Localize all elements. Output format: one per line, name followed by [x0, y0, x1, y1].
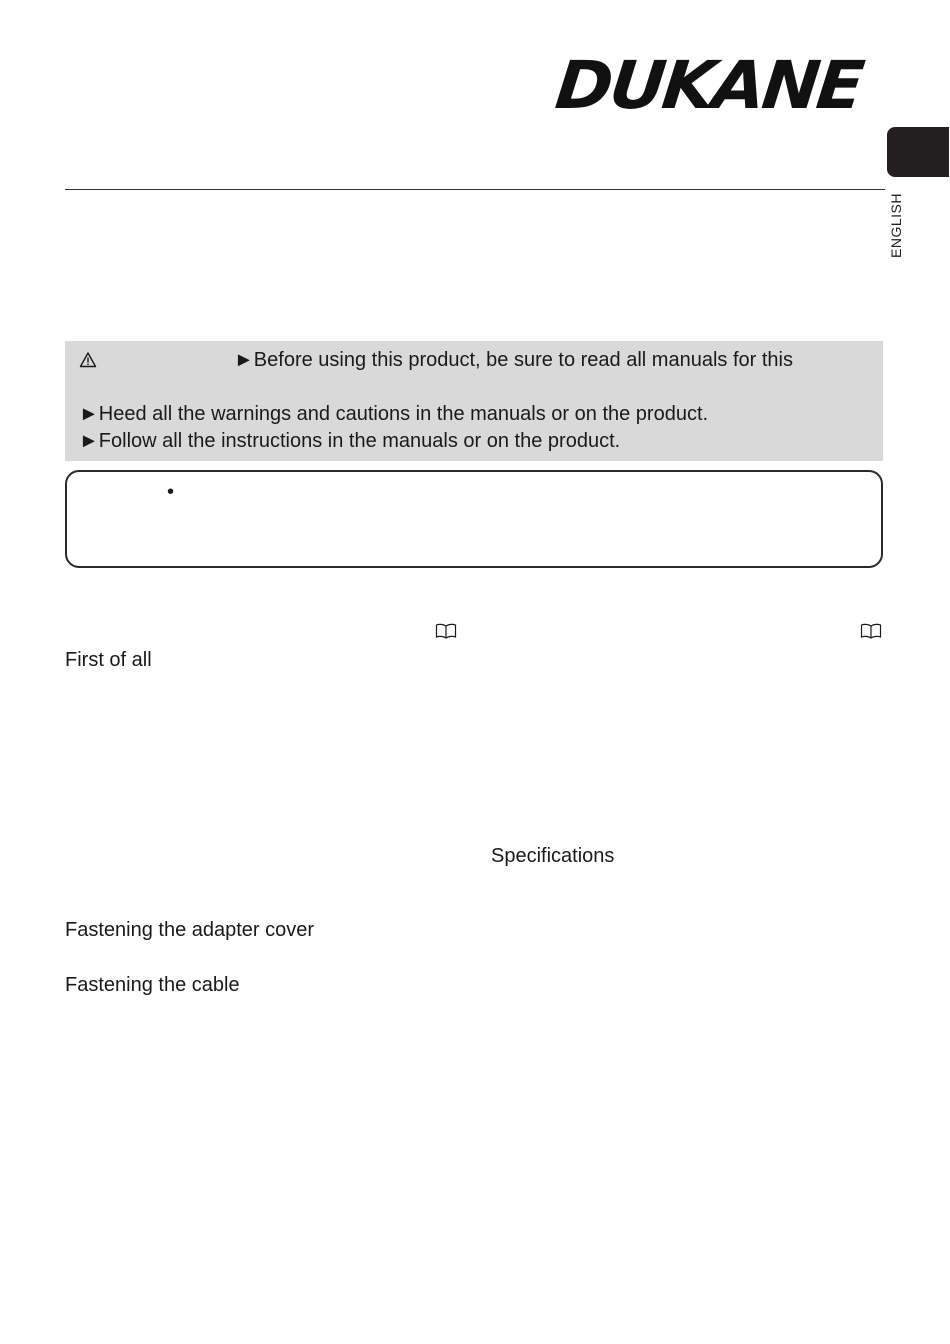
heading-fastening-adapter-cover: Fastening the adapter cover	[65, 919, 315, 941]
book-icon	[860, 623, 882, 639]
dukane-logo: DUKANE	[551, 47, 865, 124]
note-bullet: •	[167, 481, 175, 503]
warning-line-1: ►Before using this product, be sure to read all manuals for this	[234, 349, 793, 371]
language-label: ENGLISH	[888, 193, 904, 258]
note-box	[65, 470, 883, 568]
heading-fastening-cable: Fastening the cable	[65, 974, 240, 996]
heading-first-of-all: First of all	[65, 649, 152, 671]
warning-triangle-icon	[79, 351, 97, 369]
heading-specifications: Specifications	[491, 845, 615, 867]
warning-line-3: ►Follow all the instructions in the manuals or on the product.	[79, 430, 621, 452]
warning-box	[65, 341, 883, 461]
language-tab	[887, 127, 949, 177]
warning-line-2: ►Heed all the warnings and cautions in the manuals or on the product.	[79, 403, 709, 425]
header-divider	[65, 189, 885, 190]
book-icon	[435, 623, 457, 639]
